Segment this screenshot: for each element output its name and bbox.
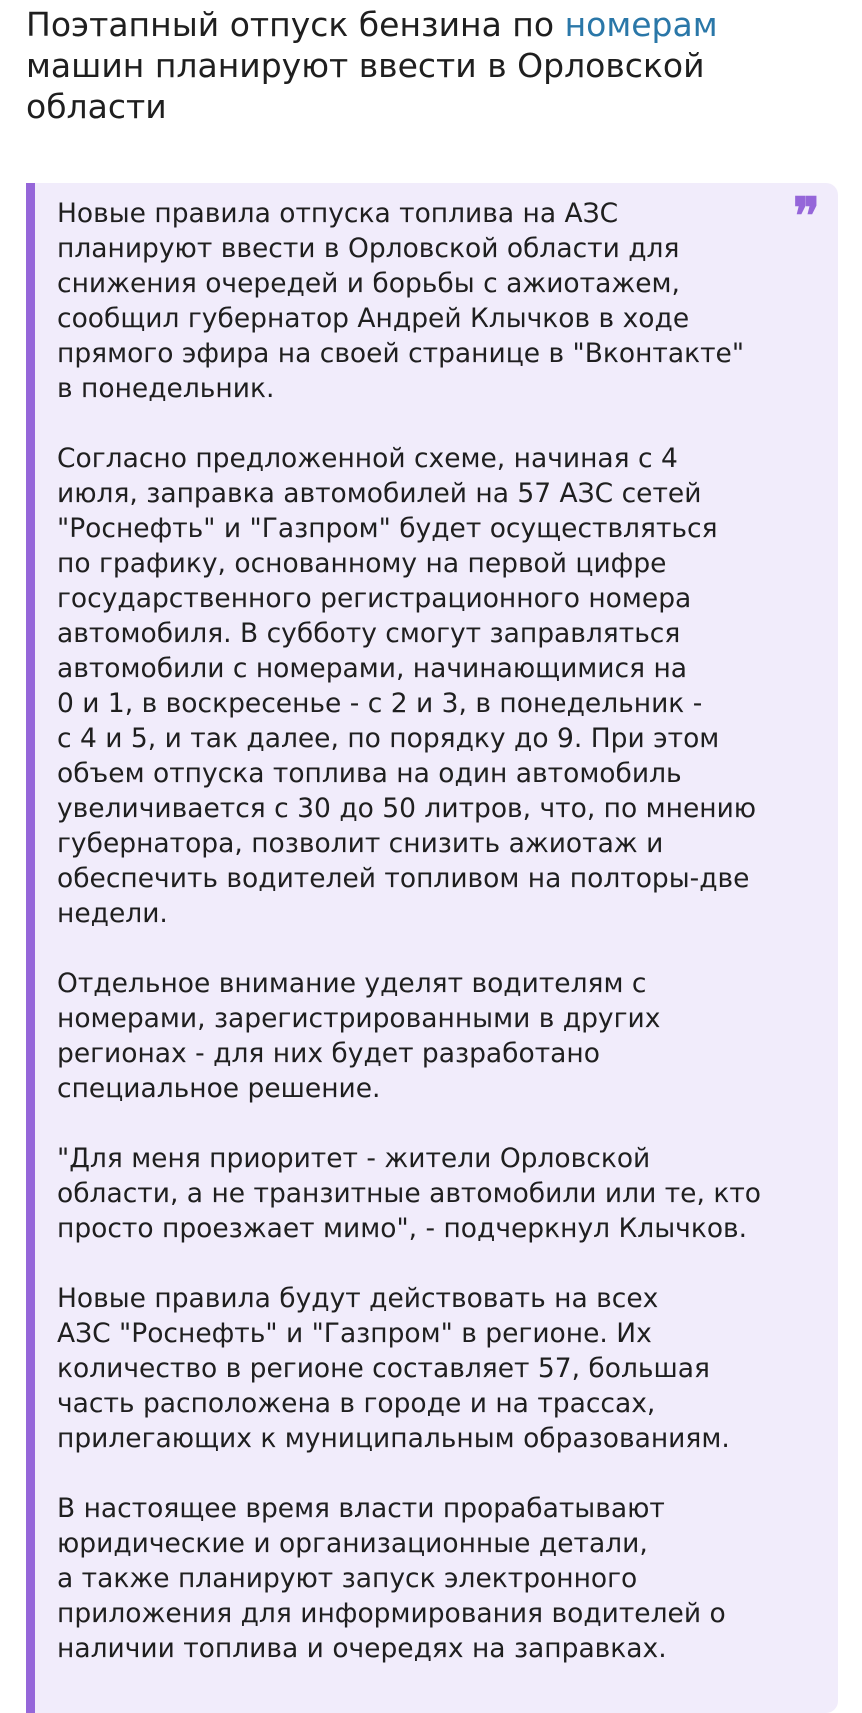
headline-link[interactable]: номерам	[564, 5, 718, 44]
quote-paragraph: Новые правила отпуска топлива на АЗС планируют ввести в Орловской области для снижения очередей и борьбы с ажиотажем, сообщил губернатор Андрей Клычков в ходе прямого эфира на своей странице в "Вконтакте" в понедельник.	[57, 198, 745, 404]
quote-accent-bar	[26, 183, 35, 1713]
quote-paragraph: В настоящее время власти прорабатывают юридические и организационные детали, а также планируют запуск электронного приложения для информирования водителей о наличии топлива и очередях на заправках.	[57, 1493, 726, 1664]
quote-paragraph: Отдельное внимание уделят водителям с номерами, зарегистрированными в других регионах - для них будет разработано специальное решение.	[57, 968, 661, 1104]
headline-text-end: машин планируют ввести в Орловской области	[26, 46, 705, 126]
headline-text-start: Поэтапный отпуск бензина по	[26, 5, 565, 44]
quote-paragraph: Согласно предложенной схеме, начиная с 4 июля, заправка автомобилей на 57 АЗС сетей "Роснефть" и "Газпром" будет осуществляться по графику, основанному на первой цифре государственного регистрационного номера автомобиля. В субботу смогут заправляться автомобили с номерами, начинающимися на 0 и 1, в воскресенье - с 2 и 3, в понедельник - с 4 и 5, и так далее, по порядку до 9. При этом объем отпуска топлива на один автомобиль увеличивается с 30 до 50 литров, что, по мнению губернатора, позволит снизить ажиотаж и обеспечить водителей топливом на полторы-две недели.	[57, 443, 757, 929]
quote-body	[57, 196, 779, 1701]
quote-paragraph: "Для меня приоритет - жители Орловской области, а не транзитные автомобили или те, кто просто проезжает мимо", - подчеркнул Клычков.	[57, 1143, 761, 1244]
quote-icon: ❞	[793, 186, 820, 245]
quote-paragraph: Новые правила будут действовать на всех АЗС "Роснефть" и "Газпром" в регионе. Их количество в регионе составляет 57, большая часть расположена в городе и на трассах, прилегающих к муниципальным образованиям.	[57, 1283, 730, 1454]
blockquote-card	[26, 183, 838, 1713]
article-headline	[26, 4, 816, 127]
